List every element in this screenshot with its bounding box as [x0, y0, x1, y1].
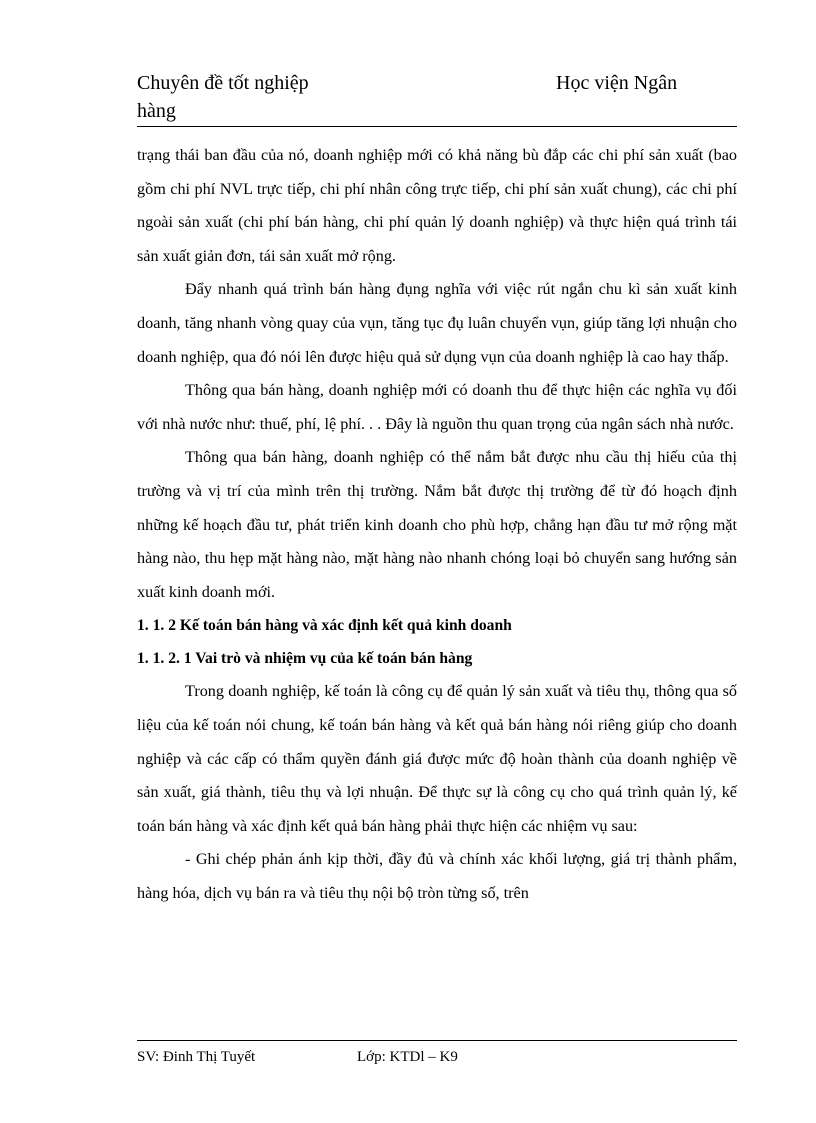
- paragraph-4: Thông qua bán hàng, doanh nghiệp có thể nắm bắt được nhu cầu thị hiếu của thị trường và vị trí của mình trên thị trường. Nắm bắt được thị trường để từ đó hoạch định những kế hoạch đầu tư, phát triển kinh doanh cho phù hợp, chẳng hạn đầu tư mở rộng mặt hàng nào, thu hẹp mặt hàng nào, mặt hàng nào nhanh chóng loại bỏ chuyển sang hướng sản xuất kinh doanh mới.: [137, 448, 737, 601]
- header-institution-continuation: hàng: [137, 100, 176, 122]
- paragraph-5: Trong doanh nghiệp, kế toán là công cụ để quản lý sản xuất và tiêu thụ, thông qua số liệu của kế toán nói chung, kế toán bán hàng và kết quả bán hàng nói riêng giúp cho doanh nghiệp và các cấp có thẩm quyền đánh giá được mức độ hoàn thành của doanh nghiệp về sản xuất, giá thành, tiêu thụ và lợi nhuận. Để thực sự là công cụ cho quá trình quản lý, kế toán bán hàng và xác định kết quả bán hàng phải thực hiện các nhiệm vụ sau:: [137, 682, 737, 835]
- paragraph-6: - Ghi chép phản ánh kịp thời, đầy đủ và chính xác khối lượng, giá trị thành phẩm, hàng hóa, dịch vụ bán ra và tiêu thụ nội bộ tròn từng số, trên: [137, 850, 737, 902]
- paragraph-3: Thông qua bán hàng, doanh nghiệp mới có doanh thu để thực hiện các nghĩa vụ đối với nhà nước như: thuế, phí, lệ phí. . . Đây là nguồn thu quan trọng của ngân sách nhà nước.: [137, 381, 737, 433]
- paragraph-1: trạng thái ban đầu của nó, doanh nghiệp mới có khả năng bù đắp các chi phí sản xuất (bao gồm chi phí NVL trực tiếp, chi phí nhân công trực tiếp, chi phí sản xuất chung), các chi phí ngoài sản xuất (chi phí bán hàng, chi phí quản lý doanh nghiệp) và thực hiện quá trình tái sản xuất giản đơn, tái sản xuất mở rộng.: [137, 146, 737, 265]
- section-heading-1-1-2-1: 1. 1. 2. 1 Vai trò và nhiệm vụ của kế toán bán hàng: [137, 650, 473, 668]
- document-body: [137, 139, 737, 910]
- paragraph-2: Đẩy nhanh quá trình bán hàng đụng nghĩa với việc rút ngắn chu kì sản xuất kinh doanh, tăng nhanh vòng quay của vụn, tăng tục đụ luân chuyển vụn, giúp tăng lợi nhuận cho doanh nghiệp, qua đó nói lên được hiệu quả sử dụng vụn của doanh nghiệp là cao hay thấp.: [137, 280, 737, 366]
- footer-class: Lớp: KTDl – K9: [357, 1049, 458, 1065]
- section-heading-1-1-2: 1. 1. 2 Kế toán bán hàng và xác định kết quả kinh doanh: [137, 617, 512, 635]
- header-thesis-title: Chuyên đề tốt nghiệp: [137, 72, 309, 94]
- footer-student-name: SV: Đinh Thị Tuyết: [137, 1049, 256, 1065]
- header-rule: [137, 126, 737, 127]
- header-institution: Học viện Ngân: [556, 72, 678, 94]
- footer-rule: [137, 1040, 737, 1041]
